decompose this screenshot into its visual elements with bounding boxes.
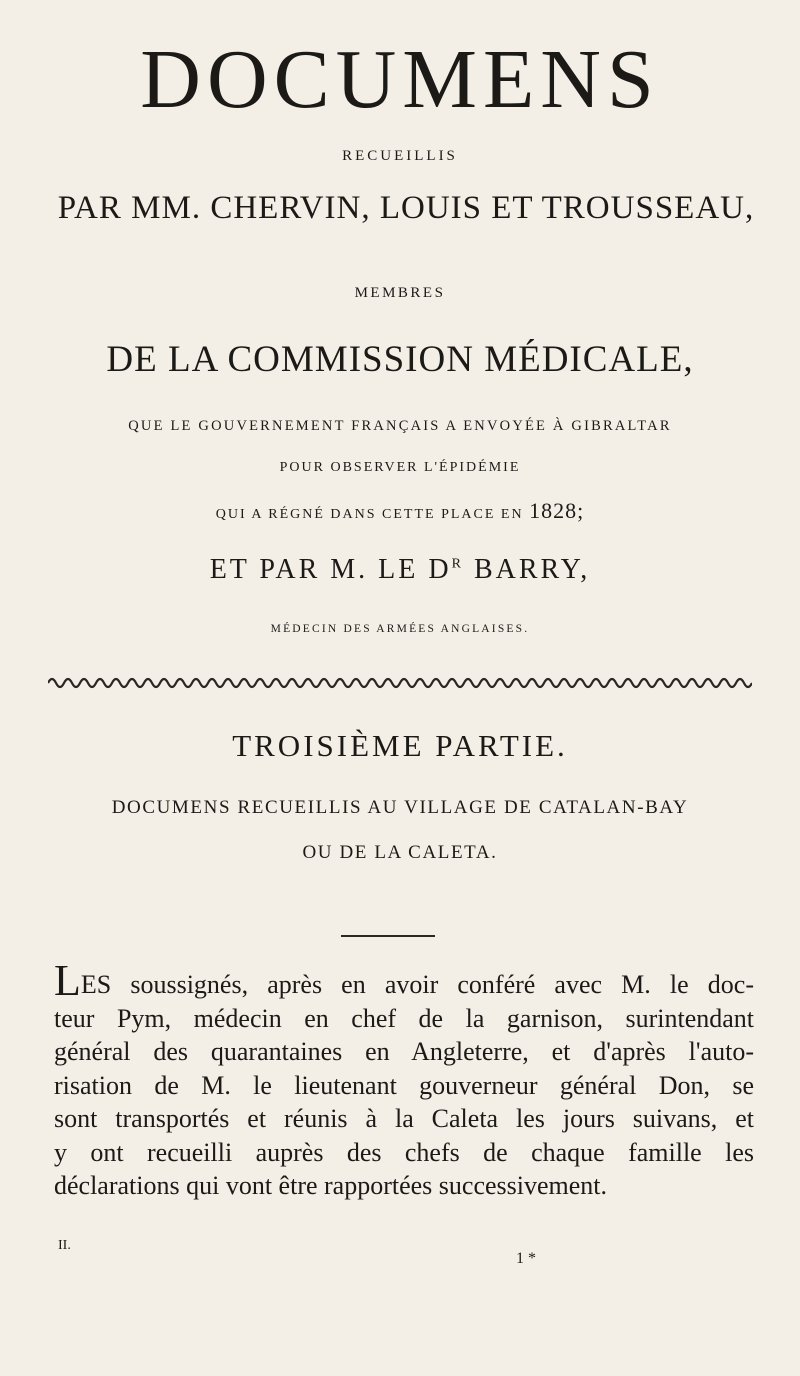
government-line: QUE LE GOUVERNEMENT FRANÇAIS A ENVOYÉE À GIBRALTAR [128, 418, 672, 434]
documents-heading-line2: OU DE LA CALETA. [302, 842, 498, 863]
body-line: risation de M. le lieutenant gouverneur général Don, se [54, 1070, 754, 1100]
reigned-text: QUI A RÉGNÉ DANS CETTE PLACE EN [215, 507, 524, 522]
sheet-mark: 1 * [516, 1250, 536, 1267]
membres-line: MEMBRES [354, 285, 446, 301]
barry-line [0, 554, 800, 586]
observe-line: POUR OBSERVER L'ÉPIDÉMIE [279, 460, 521, 475]
medecin-line: MÉDECIN DES ARMÉES ANGLAISES. [270, 623, 530, 635]
body-line: sont transportés et réunis à la Caleta les jours suivans, et [54, 1104, 754, 1133]
body-line: général des quarantaines en Angleterre, et d'après l'auto- [54, 1037, 754, 1066]
year-text: 1828; [529, 498, 585, 523]
reigned-line [0, 498, 800, 524]
authors-line: PAR MM. CHERVIN, LOUIS ET TROUSSEAU, [57, 190, 755, 226]
barry-prefix: ET PAR M. LE D [209, 554, 452, 585]
body-line [54, 956, 754, 1005]
barry-name: BARRY, [473, 554, 591, 585]
document-title: DOCUMENS [140, 33, 660, 126]
commission-line: DE LA COMMISSION MÉDICALE, [106, 339, 694, 380]
documents-heading-line1: DOCUMENS RECUEILLIS AU VILLAGE DE CATALAN-BAY [111, 797, 689, 818]
body-line-text: ES soussignés, après en avoir conféré avec M. le doc- [80, 970, 754, 999]
ornament-divider [48, 672, 752, 694]
part-heading: TROISIÈME PARTIE. [232, 728, 568, 763]
drop-cap: L [54, 956, 81, 1005]
section-rule [341, 935, 435, 937]
barry-superscript: R [451, 556, 464, 572]
ornament-wave [48, 679, 752, 687]
body-line: y ont recueilli auprès des chefs de chaque famille les [54, 1137, 754, 1167]
body-paragraph [54, 956, 754, 1203]
subtitle-recueillis: RECUEILLIS [342, 148, 458, 164]
body-line: teur Pym, médecin en chef de la garnison, surintendant [54, 1003, 754, 1033]
signature-mark: II. [58, 1238, 71, 1253]
body-line: déclarations qui vont être rapportées successivement. [54, 1171, 608, 1200]
